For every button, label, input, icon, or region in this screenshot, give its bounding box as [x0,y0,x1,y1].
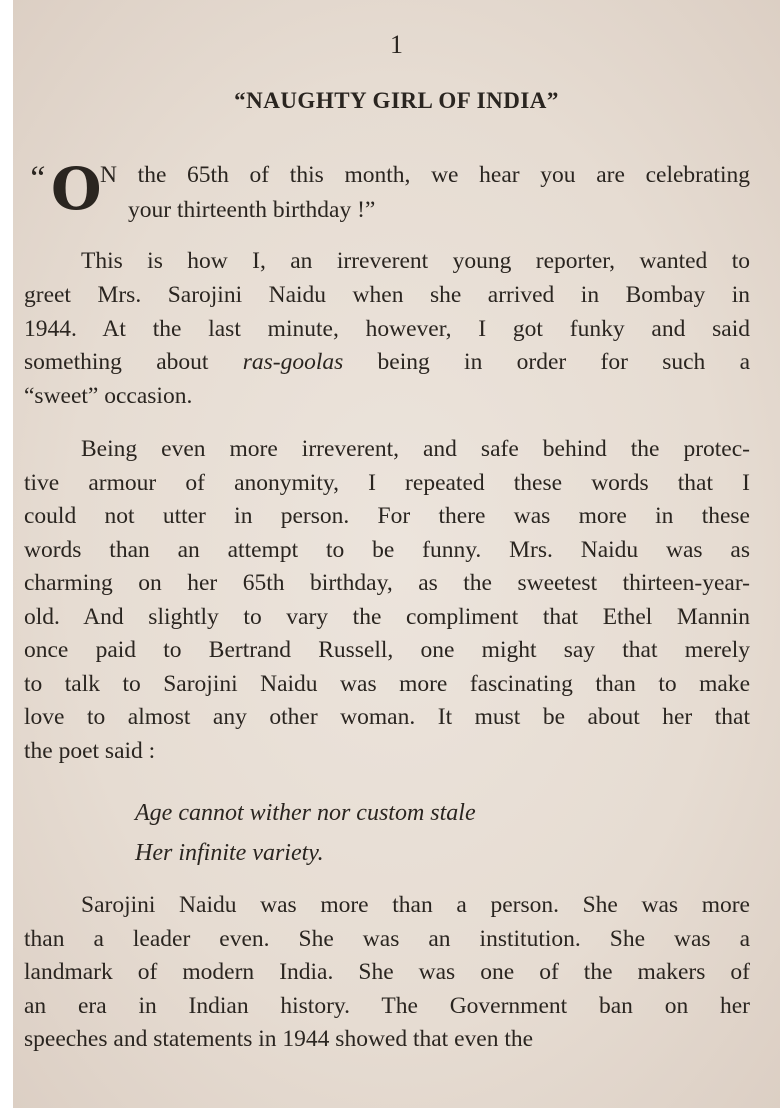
poem-line: Her infinite variety. [135,840,324,866]
paragraph-3-line: an era in Indian history. The Government ban on her [24,992,750,1019]
paragraph-2-line: Being even more irreverent, and safe behind the protec- [81,436,750,462]
paragraph-3-line: landmark of modern India. She was one of the makers of [24,959,750,986]
paragraph-3-line: than a leader even. She was an institution. She was a [24,925,750,952]
paragraph-1-line: greet Mrs. Sarojini Naidu when she arrived in Bombay in [24,281,750,308]
book-page [13,0,780,1108]
paragraph-2-line: could not utter in person. For there was more in these [24,503,750,529]
paragraph-2-line: old. And slightly to vary the compliment that Ethel Mannin [24,603,750,630]
paragraph-2-line: the poet said : [24,737,156,764]
poem-line: Age cannot wither nor custom stale [135,800,476,826]
paragraph-1-line: 1944. At the last minute, however, I got funky and said [24,315,750,342]
drop-cap: O [51,155,102,223]
paragraph-1-line: “sweet” occasion. [24,383,193,410]
poem-quote [135,798,476,868]
paragraph-1-line: This is how I, an irreverent young reporter, wanted to [81,248,750,274]
paragraph-2-line: to talk to Sarojini Naidu was more fascinating than to make [24,670,750,697]
paragraph-1-line: something about ras-goolas being in order for such a [24,349,751,376]
paragraph-2-line: once paid to Bertrand Russell, one might say that merely [24,637,750,663]
paragraph-3-line: Sarojini Naidu was more than a person. She was more [81,892,750,918]
paragraph-2-line: charming on her 65th birthday, as the sweetest thirteen-year- [24,570,750,596]
opening-line-2: your thirteenth birthday !” [128,197,376,223]
opening-quote: “ [27,160,46,197]
chapter-title: “NAUGHTY GIRL OF INDIA” [234,88,559,113]
paragraph-2-line: words than an attempt to be funny. Mrs. Naidu was as [24,536,750,563]
paragraph-2-line: tive armour of anonymity, I repeated these words that I [24,469,750,496]
paragraph-2-line: love to almost any other woman. It must be about her that [24,704,750,730]
paragraph-3-line: speeches and statements in 1944 showed that even the [24,1026,534,1053]
page-number: 1 [390,30,403,59]
opening-line-1: N the 65th of this month, we hear you are celebrating [100,162,750,188]
